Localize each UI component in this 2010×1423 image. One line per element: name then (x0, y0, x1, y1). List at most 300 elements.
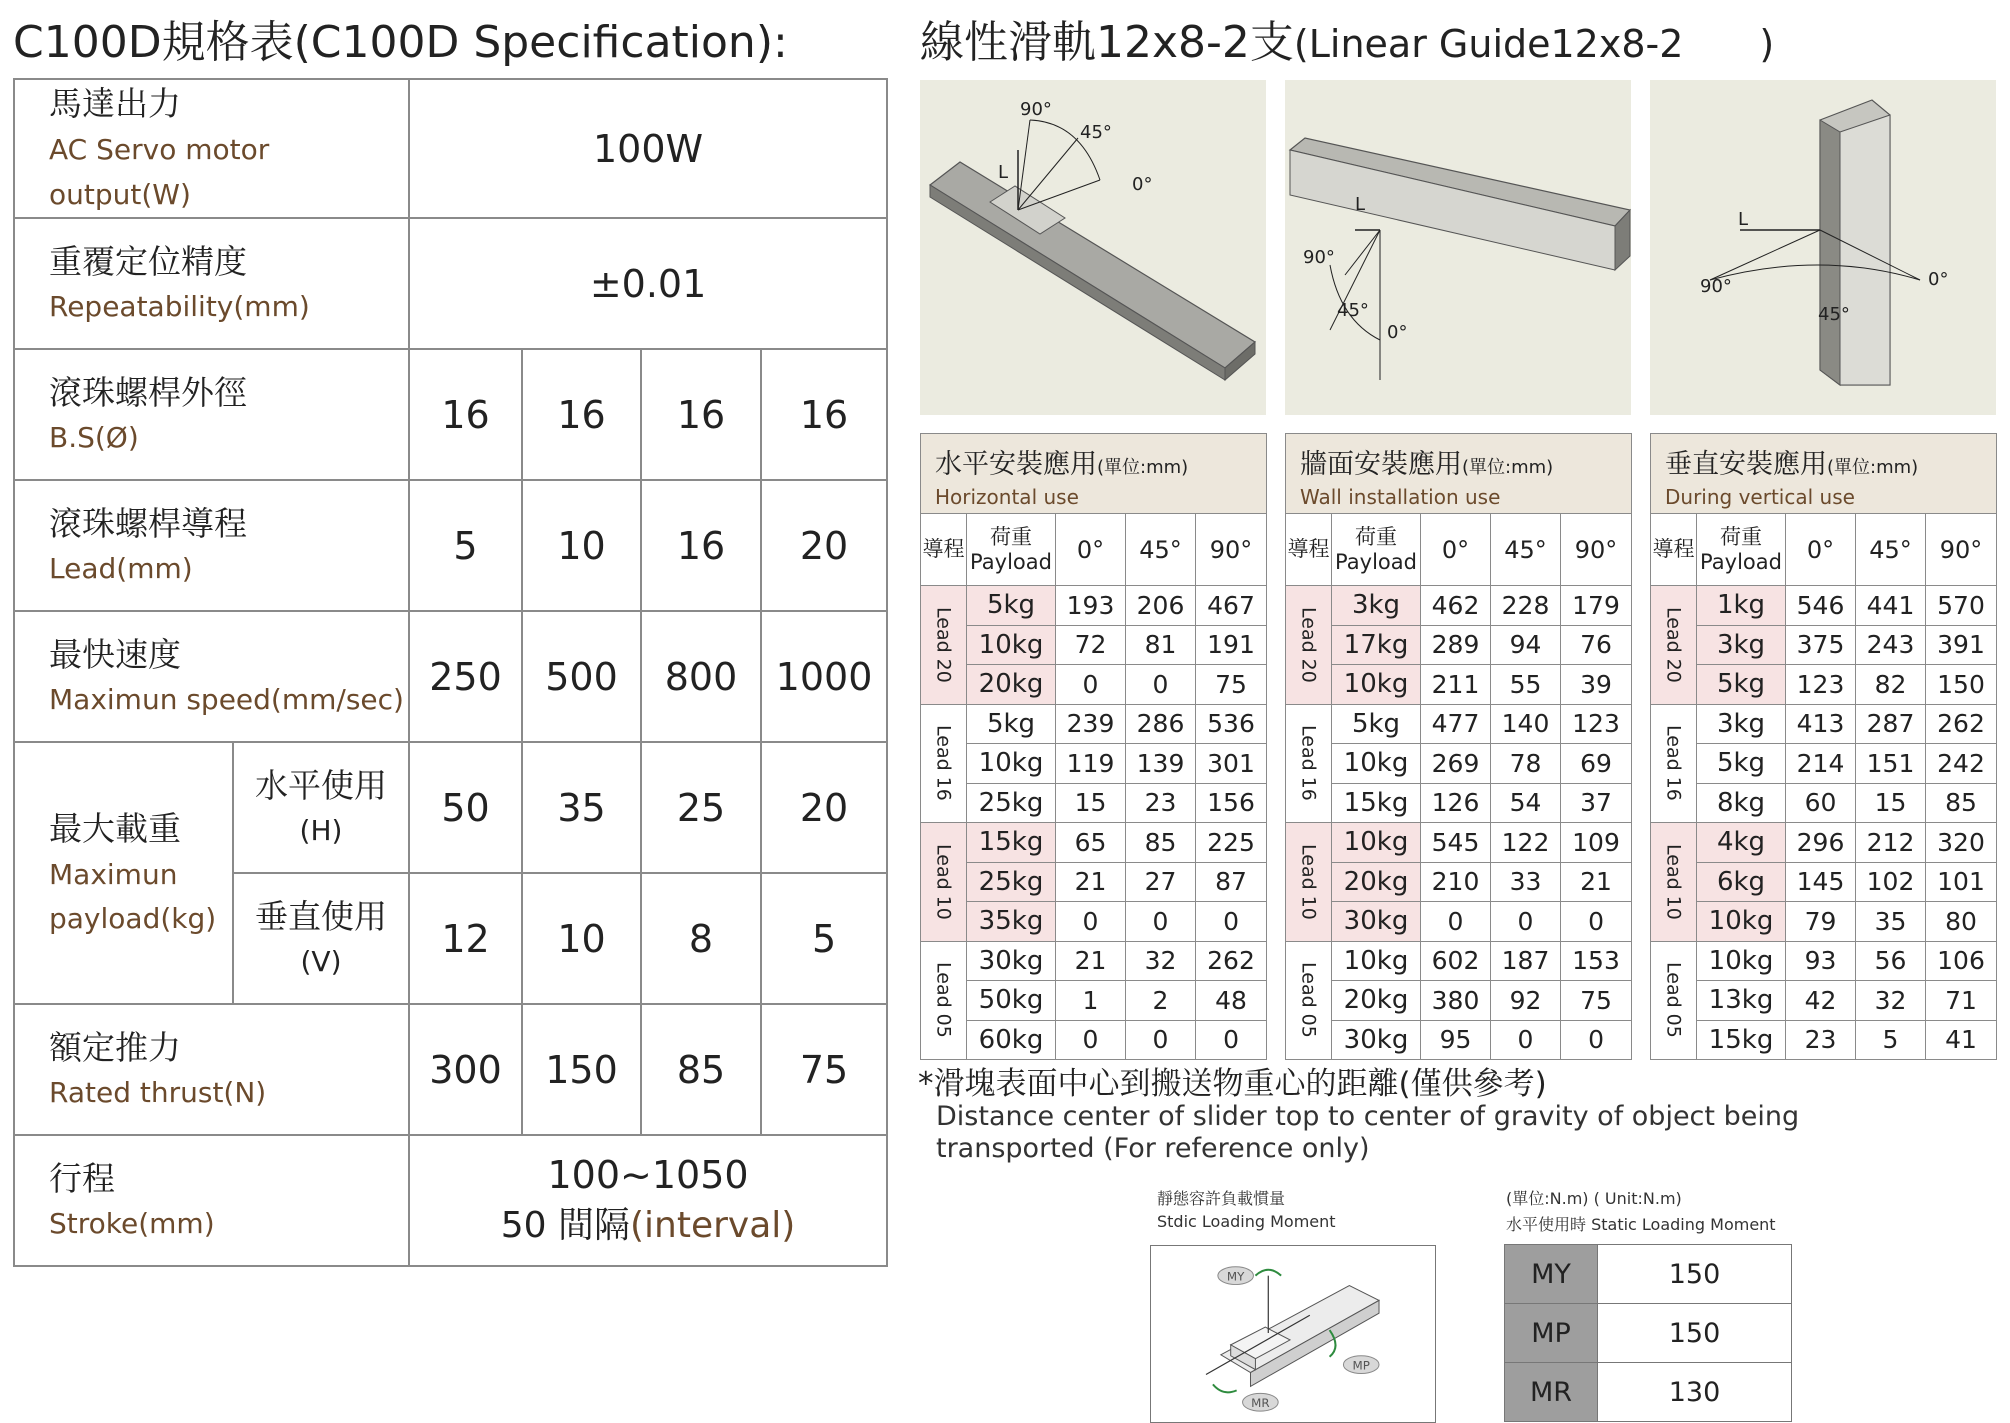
payload-unit: (單位:mm) (1097, 457, 1189, 478)
angle-0: 0° (1928, 269, 1949, 290)
spec-cell: 500 (522, 611, 641, 742)
payload-distance: 467 (1196, 586, 1267, 626)
payload-distance: 94 (1491, 625, 1561, 665)
payload-distance: 0 (1421, 902, 1491, 942)
wall-mount-illustration (1285, 80, 1631, 415)
payload-distance: 32 (1126, 941, 1196, 981)
spec-row-speed (14, 611, 887, 742)
payload-row (1286, 586, 1632, 626)
angle-column-header: 0° (1056, 514, 1126, 586)
payload-distance: 15 (1856, 783, 1926, 823)
distance-label: L (1738, 209, 1749, 230)
payload-distance: 0 (1056, 665, 1126, 705)
payload-row (1286, 625, 1632, 665)
payload-load: 3kg (1697, 704, 1786, 744)
moment-key: MP (1505, 1304, 1598, 1363)
angle-90: 90° (1303, 247, 1335, 268)
payload-distance: 5 (1856, 1020, 1926, 1060)
spec-label-zh: 最快速度 (49, 634, 181, 674)
payload-row (921, 704, 1267, 744)
payload-distance: 85 (1926, 783, 1997, 823)
payload-row (1286, 981, 1632, 1021)
horizontal-mount-illustration (920, 80, 1266, 415)
payload-load: 6kg (1697, 862, 1786, 902)
payload-load: 10kg (967, 625, 1056, 665)
payload-column-header-row (1651, 514, 1997, 586)
payload-distance: 212 (1856, 823, 1926, 863)
payload-row (921, 625, 1267, 665)
lead-group-label: Lead 05 (921, 941, 967, 1060)
payload-distance: 92 (1491, 981, 1561, 1021)
payload-header-row (1651, 434, 1997, 514)
payload-row (1651, 981, 1997, 1021)
guide-title-sub: (Linear Guide12x8-2 ) (1293, 22, 1775, 66)
payload-distance: 156 (1196, 783, 1267, 823)
payload-row (1651, 823, 1997, 863)
payload-table-header (1651, 434, 1997, 514)
payload-column-header-row (1286, 514, 1632, 586)
payload-distance: 301 (1196, 744, 1267, 784)
payload-load: 10kg (967, 744, 1056, 784)
payload-distance: 65 (1056, 823, 1126, 863)
payload-distance: 85 (1126, 823, 1196, 863)
payload-column-header (967, 514, 1056, 586)
spec-label-en: Rated thrust(N) (49, 1076, 267, 1110)
lead-group-label: Lead 10 (921, 823, 967, 942)
payload-load: 15kg (967, 823, 1056, 863)
spec-cell: 16 (761, 349, 887, 480)
moment-diagram-title-en: Stdic Loading Moment (1157, 1212, 1336, 1231)
payload-row (1651, 783, 1997, 823)
angle-column-header: 90° (1561, 514, 1632, 586)
wall-payload-table (1285, 433, 1632, 1060)
payload-column-en: Payload (970, 549, 1052, 574)
payload-distance: 243 (1856, 625, 1926, 665)
spec-label-motor (14, 79, 409, 218)
spec-title: C100D規格表(C100D Specification): (13, 17, 788, 68)
payload-distance: 48 (1196, 981, 1267, 1021)
wall-actuator-drawing (1285, 80, 1631, 415)
lead-group-label: Lead 10 (1651, 823, 1697, 942)
spec-cell: 50 (409, 742, 522, 873)
payload-load: 35kg (967, 902, 1056, 942)
mr-axis-label: MR (1251, 1396, 1270, 1411)
payload-table-header (921, 434, 1267, 514)
payload-distance: 570 (1926, 586, 1997, 626)
spec-value-repeat: ±0.01 (409, 218, 887, 349)
spec-label-lead (14, 480, 409, 611)
payload-distance: 71 (1926, 981, 1997, 1021)
spec-label-en: B.S(Ø) (49, 421, 139, 455)
payload-distance: 191 (1196, 625, 1267, 665)
payload-distance: 101 (1926, 862, 1997, 902)
payload-distance: 72 (1056, 625, 1126, 665)
payload-distance: 79 (1786, 902, 1856, 942)
spec-cell: 800 (641, 611, 761, 742)
payload-distance: 126 (1421, 783, 1491, 823)
payload-distance: 140 (1491, 704, 1561, 744)
payload-distance: 2 (1126, 981, 1196, 1021)
payload-column-en: Payload (1700, 549, 1782, 574)
payload-row (1651, 744, 1997, 784)
angle-0: 0° (1132, 174, 1153, 195)
payload-row (1651, 862, 1997, 902)
payload-load: 5kg (1697, 665, 1786, 705)
spec-cell: 12 (409, 873, 522, 1004)
payload-distance: 37 (1561, 783, 1632, 823)
angle-45: 45° (1818, 304, 1850, 325)
distance-note-zh: *滑塊表面中心到搬送物重心的距離(僅供參考) (918, 1066, 1547, 1102)
payload-row (921, 744, 1267, 784)
spec-sub-en: (H) (299, 814, 343, 848)
payload-row (921, 823, 1267, 863)
payload-distance: 0 (1491, 1020, 1561, 1060)
payload-row (921, 1020, 1267, 1060)
payload-row (1286, 823, 1632, 863)
lead-group-label: Lead 05 (1286, 941, 1332, 1060)
angle-column-header: 45° (1126, 514, 1196, 586)
payload-distance: 262 (1926, 704, 1997, 744)
payload-distance: 153 (1561, 941, 1632, 981)
payload-unit: (單位:mm) (1462, 457, 1554, 478)
payload-row (1286, 862, 1632, 902)
moment-table-title: 水平使用時 Static Loading Moment (1506, 1215, 1776, 1234)
lead-group-label: Lead 05 (1651, 941, 1697, 1060)
payload-distance: 0 (1126, 665, 1196, 705)
spec-cell: 20 (761, 480, 887, 611)
payload-distance: 87 (1196, 862, 1267, 902)
payload-load: 30kg (1332, 1020, 1421, 1060)
stroke-interval-en: (interval) (630, 1205, 796, 1247)
payload-distance: 0 (1561, 1020, 1632, 1060)
payload-table-title (1665, 442, 1984, 481)
angle-column-header: 90° (1926, 514, 1997, 586)
spec-cell: 150 (522, 1004, 641, 1135)
payload-row (1651, 586, 1997, 626)
payload-row (921, 783, 1267, 823)
payload-distance: 15 (1056, 783, 1126, 823)
spec-cell: 16 (641, 480, 761, 611)
spec-label-repeat (14, 218, 409, 349)
payload-distance: 78 (1491, 744, 1561, 784)
payload-row (1651, 665, 1997, 705)
spec-cell: 85 (641, 1004, 761, 1135)
payload-row (1286, 941, 1632, 981)
payload-distance: 119 (1056, 744, 1126, 784)
spec-label-en: AC Servo motor output(W) (49, 132, 270, 211)
payload-load: 30kg (1332, 902, 1421, 942)
spec-cell: 5 (409, 480, 522, 611)
payload-row (1651, 704, 1997, 744)
stroke-interval (410, 1197, 886, 1248)
payload-column-en: Payload (1335, 549, 1417, 574)
payload-distance: 145 (1786, 862, 1856, 902)
payload-load: 4kg (1697, 823, 1786, 863)
payload-row (1651, 625, 1997, 665)
payload-distance: 0 (1196, 902, 1267, 942)
payload-distance: 76 (1561, 625, 1632, 665)
lead-group-label: Lead 10 (1286, 823, 1332, 942)
payload-distance: 122 (1491, 823, 1561, 863)
payload-load: 3kg (1332, 586, 1421, 626)
spec-label-zh: 重覆定位精度 (49, 241, 247, 281)
payload-title-en: During vertical use (1665, 485, 1855, 509)
payload-row (1286, 665, 1632, 705)
payload-row (1286, 1020, 1632, 1060)
payload-title-zh: 水平安裝應用 (935, 449, 1097, 480)
payload-load: 1kg (1697, 586, 1786, 626)
payload-distance: 289 (1421, 625, 1491, 665)
moment-diagram (1150, 1245, 1436, 1423)
payload-distance: 269 (1421, 744, 1491, 784)
payload-distance: 21 (1056, 862, 1126, 902)
payload-load: 5kg (967, 704, 1056, 744)
payload-distance: 193 (1056, 586, 1126, 626)
payload-distance: 1 (1056, 981, 1126, 1021)
guide-title (920, 6, 1774, 70)
payload-column-header (1332, 514, 1421, 586)
vertical-payload-table (1650, 433, 1997, 1060)
payload-distance: 27 (1126, 862, 1196, 902)
payload-row (921, 981, 1267, 1021)
spec-row-stroke (14, 1135, 887, 1266)
moment-key: MR (1505, 1363, 1598, 1422)
distance-label: L (1355, 194, 1366, 215)
lead-column-header: 導程 (1286, 514, 1332, 586)
payload-distance: 55 (1491, 665, 1561, 705)
payload-distance: 187 (1491, 941, 1561, 981)
payload-load: 15kg (1697, 1020, 1786, 1060)
payload-distance: 375 (1786, 625, 1856, 665)
spec-sub-zh: 水平使用 (255, 765, 387, 805)
payload-distance: 75 (1561, 981, 1632, 1021)
spec-label-thrust (14, 1004, 409, 1135)
spec-cell: 20 (761, 742, 887, 873)
payload-row (1286, 744, 1632, 784)
payload-distance: 441 (1856, 586, 1926, 626)
payload-distance: 0 (1126, 1020, 1196, 1060)
spec-label-vertical (233, 873, 409, 1004)
angle-column-header: 0° (1786, 514, 1856, 586)
payload-distance: 82 (1856, 665, 1926, 705)
distance-label: L (998, 162, 1009, 183)
payload-row (921, 941, 1267, 981)
payload-distance: 380 (1421, 981, 1491, 1021)
moment-key: MY (1505, 1245, 1598, 1304)
payload-load: 5kg (1332, 704, 1421, 744)
spec-label-en: Repeatability(mm) (49, 290, 310, 324)
payload-distance: 151 (1856, 744, 1926, 784)
spec-label-zh: 滾珠螺桿導程 (49, 503, 247, 543)
payload-load: 20kg (967, 665, 1056, 705)
payload-distance: 23 (1786, 1020, 1856, 1060)
payload-distance: 106 (1926, 941, 1997, 981)
angle-column-header: 90° (1196, 514, 1267, 586)
payload-distance: 102 (1856, 862, 1926, 902)
spec-label-zh: 額定推力 (49, 1027, 181, 1067)
payload-distance: 39 (1561, 665, 1632, 705)
spec-cell: 1000 (761, 611, 887, 742)
vertical-mount-illustration (1650, 80, 1996, 415)
spec-label-en: Maximun speed(mm/sec) (49, 683, 404, 717)
payload-column-zh: 荷重 (990, 525, 1032, 550)
payload-load: 10kg (1332, 941, 1421, 981)
payload-distance: 139 (1126, 744, 1196, 784)
spec-sub-zh: 垂直使用 (255, 896, 387, 936)
payload-load: 50kg (967, 981, 1056, 1021)
lead-group-label: Lead 20 (921, 586, 967, 705)
moment-row (1505, 1363, 1792, 1422)
guide-title-main: 線性滑軌12x8-2支 (920, 17, 1294, 68)
payload-load: 13kg (1697, 981, 1786, 1021)
spec-label-en: Stroke(mm) (49, 1207, 215, 1241)
lead-column-header: 導程 (1651, 514, 1697, 586)
spec-row-lead (14, 480, 887, 611)
payload-distance: 56 (1856, 941, 1926, 981)
lead-group-label: Lead 16 (1651, 704, 1697, 823)
payload-distance: 179 (1561, 586, 1632, 626)
spec-cell: 250 (409, 611, 522, 742)
payload-distance: 211 (1421, 665, 1491, 705)
spec-label-zh: 滾珠螺桿外徑 (49, 372, 247, 412)
spec-label-en: Lead(mm) (49, 552, 193, 586)
payload-row (1651, 941, 1997, 981)
payload-load: 15kg (1332, 783, 1421, 823)
payload-load: 3kg (1697, 625, 1786, 665)
spec-label-en: Maximun (49, 857, 178, 891)
moment-row (1505, 1304, 1792, 1363)
payload-row (1651, 902, 1997, 942)
angle-0: 0° (1387, 322, 1408, 343)
payload-distance: 0 (1491, 902, 1561, 942)
spec-cell: 35 (522, 742, 641, 873)
spec-value-stroke (409, 1135, 887, 1266)
payload-load: 25kg (967, 783, 1056, 823)
payload-row (921, 586, 1267, 626)
payload-distance: 228 (1491, 586, 1561, 626)
payload-title-en: Horizontal use (935, 485, 1079, 509)
payload-distance: 0 (1126, 902, 1196, 942)
payload-load: 10kg (1332, 823, 1421, 863)
payload-row (921, 862, 1267, 902)
payload-distance: 0 (1196, 1020, 1267, 1060)
payload-distance: 296 (1786, 823, 1856, 863)
spec-table (13, 78, 888, 1267)
payload-distance: 214 (1786, 744, 1856, 784)
payload-load: 10kg (1332, 665, 1421, 705)
moment-value: 130 (1598, 1363, 1792, 1422)
payload-distance: 225 (1196, 823, 1267, 863)
payload-distance: 35 (1856, 902, 1926, 942)
spec-label-payload (14, 742, 233, 1004)
payload-row (1286, 704, 1632, 744)
payload-load: 25kg (967, 862, 1056, 902)
payload-load: 17kg (1332, 625, 1421, 665)
payload-distance: 262 (1196, 941, 1267, 981)
payload-row (1286, 783, 1632, 823)
spec-label-horizontal (233, 742, 409, 873)
payload-distance: 0 (1056, 902, 1126, 942)
spec-cell: 5 (761, 873, 887, 1004)
angle-45: 45° (1337, 300, 1369, 321)
payload-table-header (1286, 434, 1632, 514)
payload-header-row (921, 434, 1267, 514)
payload-distance: 21 (1056, 941, 1126, 981)
payload-distance: 546 (1786, 586, 1856, 626)
spec-sub-en: (V) (300, 945, 342, 979)
payload-table-title (1300, 442, 1619, 481)
moment-row (1505, 1245, 1792, 1304)
spec-cell: 300 (409, 1004, 522, 1135)
angle-column-header: 45° (1856, 514, 1926, 586)
angle-90: 90° (1700, 276, 1732, 297)
payload-distance: 23 (1126, 783, 1196, 823)
spec-cell: 16 (641, 349, 761, 480)
payload-distance: 80 (1926, 902, 1997, 942)
payload-distance: 69 (1561, 744, 1632, 784)
payload-row (921, 902, 1267, 942)
spec-cell: 16 (522, 349, 641, 480)
payload-distance: 320 (1926, 823, 1997, 863)
payload-distance: 0 (1561, 902, 1632, 942)
spec-cell: 75 (761, 1004, 887, 1135)
payload-load: 8kg (1697, 783, 1786, 823)
horizontal-actuator-drawing (920, 80, 1266, 415)
payload-unit: (單位:mm) (1827, 457, 1919, 478)
payload-distance: 123 (1786, 665, 1856, 705)
payload-title-zh: 垂直安裝應用 (1665, 449, 1827, 480)
spec-label-zh: 馬達出力 (49, 84, 181, 123)
stroke-interval-zh: 50 間隔 (500, 1205, 630, 1247)
moment-unit: (單位:N.m) ( Unit:N.m) (1506, 1189, 1682, 1208)
payload-distance: 477 (1421, 704, 1491, 744)
spec-row-motor (14, 79, 887, 218)
payload-row (921, 665, 1267, 705)
payload-distance: 545 (1421, 823, 1491, 863)
payload-distance: 239 (1056, 704, 1126, 744)
spec-label-speed (14, 611, 409, 742)
spec-cell: 8 (641, 873, 761, 1004)
payload-distance: 95 (1421, 1020, 1491, 1060)
payload-title-en: Wall installation use (1300, 485, 1501, 509)
payload-distance: 462 (1421, 586, 1491, 626)
payload-column-header (1697, 514, 1786, 586)
moment-value: 150 (1598, 1304, 1792, 1363)
spec-cell: 16 (409, 349, 522, 480)
moment-table (1504, 1244, 1792, 1422)
lead-group-label: Lead 16 (921, 704, 967, 823)
spec-cell: 10 (522, 480, 641, 611)
payload-row (1651, 1020, 1997, 1060)
payload-distance: 602 (1421, 941, 1491, 981)
payload-distance: 206 (1126, 586, 1196, 626)
payload-distance: 287 (1856, 704, 1926, 744)
spec-row-repeat (14, 218, 887, 349)
spec-row-payload-h (14, 742, 887, 873)
payload-load: 60kg (967, 1020, 1056, 1060)
distance-note-en: Distance center of slider top to center of gravity of object being transported (For reference only) (936, 1101, 1800, 1165)
payload-distance: 391 (1926, 625, 1997, 665)
payload-distance: 75 (1196, 665, 1267, 705)
moment-value: 150 (1598, 1245, 1792, 1304)
payload-distance: 93 (1786, 941, 1856, 981)
payload-distance: 109 (1561, 823, 1632, 863)
payload-distance: 210 (1421, 862, 1491, 902)
payload-distance: 413 (1786, 704, 1856, 744)
spec-label-zh: 最大載重 (49, 808, 181, 848)
lead-column-header: 導程 (921, 514, 967, 586)
spec-row-thrust (14, 1004, 887, 1135)
